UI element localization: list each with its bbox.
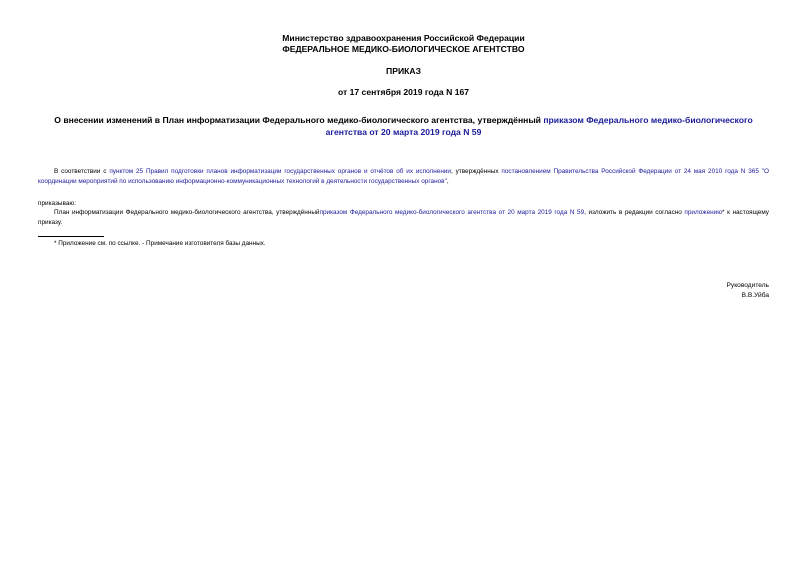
doc-title-text: О внесении изменений в План информатизации Федерального медико-биологического агентства, утверждённый bbox=[54, 115, 544, 125]
header-ministry: Министерство здравоохранения Российской Федерации bbox=[282, 33, 525, 43]
order-word: приказываю: bbox=[38, 200, 76, 207]
order-link-prikaz[interactable]: приказом Федерального медико-биологического агентства от 20 марта 2019 года N 59 bbox=[319, 209, 585, 216]
doc-date: от 17 сентября 2019 года N 167 bbox=[337, 87, 470, 97]
order-text-3: * к настоящему приказу. bbox=[38, 209, 769, 226]
footnote: * Приложение см. по ссылке. - Примечание изготовителя базы данных. bbox=[54, 240, 266, 247]
preamble-text-2: , утверждённых bbox=[450, 168, 502, 175]
preamble-text-3: , bbox=[446, 178, 449, 185]
footnote-divider bbox=[38, 236, 104, 237]
doc-title-link[interactable]: приказом Федерального медико-биологического агентства от 20 марта 2019 года N 59 bbox=[325, 115, 753, 137]
order-text-2: , изложить в редакции согласно bbox=[584, 209, 685, 216]
order-paragraph bbox=[38, 208, 769, 228]
doc-title bbox=[38, 114, 769, 138]
header-agency: ФЕДЕРАЛЬНОЕ МЕДИКО-БИОЛОГИЧЕСКОЕ АГЕНТСТВО bbox=[282, 44, 525, 54]
preamble-paragraph bbox=[38, 167, 769, 187]
preamble-text-1: В соответствии с bbox=[54, 168, 110, 175]
preamble-link-decree[interactable]: постановлением Правительства Российской Федерации от 24 мая 2010 года N 365 "О координации мероприятий по использованию информационно-коммуникационных технологий в деятельности государственных органов" bbox=[38, 168, 769, 185]
signature-name: В.В.Уйба bbox=[741, 292, 769, 299]
order-link-appendix[interactable]: приложению bbox=[684, 209, 723, 216]
order-text-1: План информатизации Федерального медико-биологического агентства, утверждённый bbox=[54, 209, 320, 216]
doc-type: ПРИКАЗ bbox=[386, 66, 421, 76]
preamble-link-rules[interactable]: пунктом 25 Правил подготовки планов информатизации государственных органов и отчётов об их исполнении bbox=[109, 168, 451, 175]
signature-position: Руководитель bbox=[726, 282, 769, 289]
